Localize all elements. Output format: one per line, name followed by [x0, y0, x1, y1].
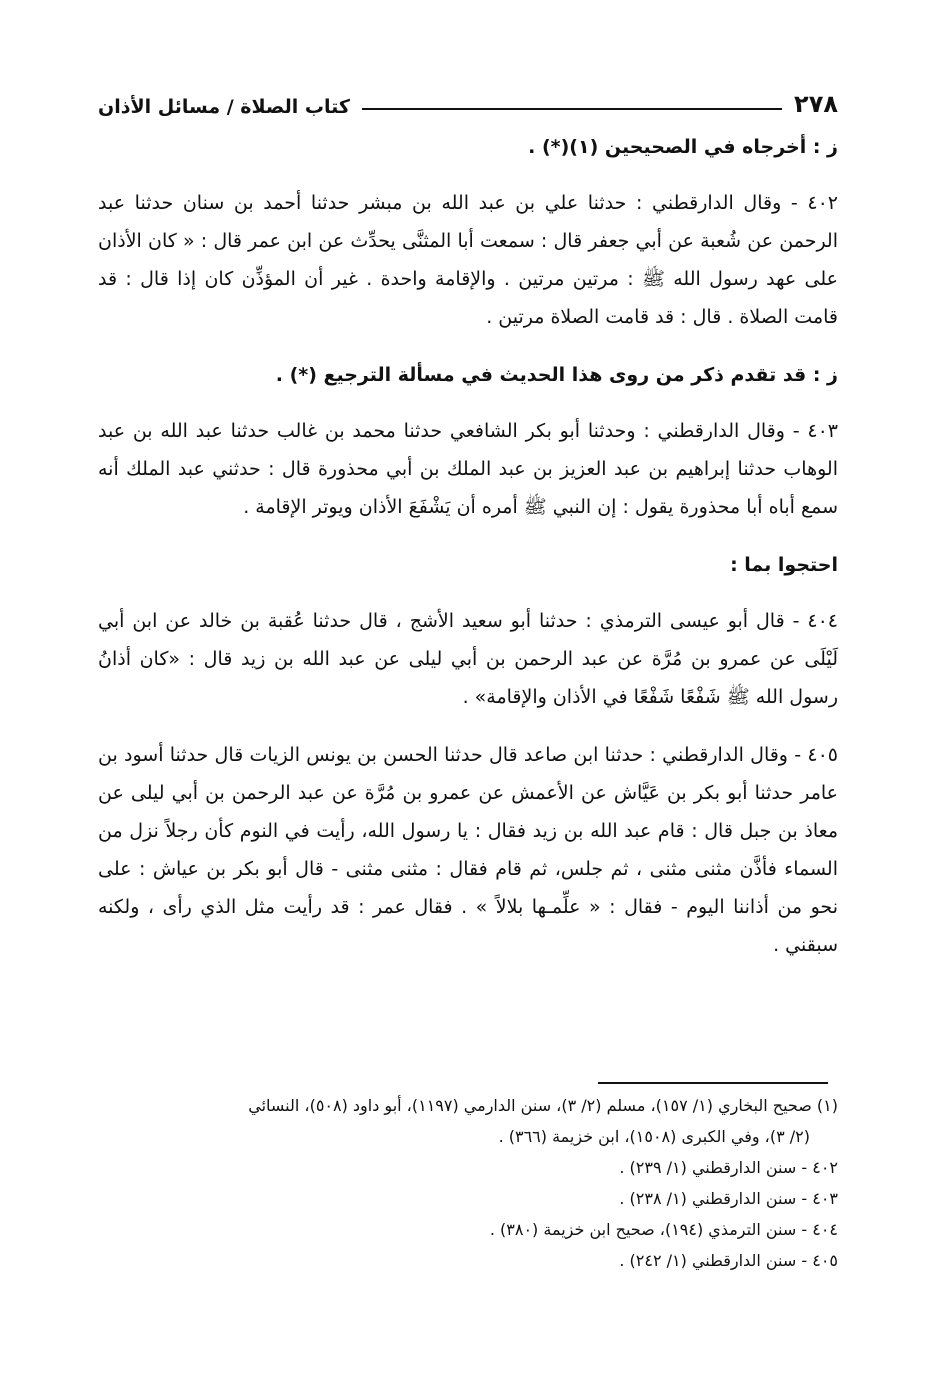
footnote-404: ٤٠٤ - سنن الترمذي (١٩٤)، صحيح ابن خزيمة (٣٨٠) .	[489, 1220, 838, 1239]
paragraph-p3: ز : قد تقدم ذكر من روى هذا الحديث في مسألة الترجيع (*) .	[275, 364, 838, 386]
paragraph-p5: احتجوا بما :	[730, 554, 838, 576]
footnote-1-continued: (٢/ ٣)، وفي الكبرى (١٥٠٨)، ابن خزيمة (٣٦٦) .	[498, 1127, 810, 1146]
page-number: ٢٧٨	[794, 90, 838, 118]
page-header	[98, 78, 838, 118]
running-title: كتاب الصلاة / مسائل الأذان	[98, 96, 350, 118]
paragraph-404: ٤٠٤ - قال أبو عيسى الترمذي : حدثنا أبو سعيد الأشج ، قال حدثنا عُقبة بن خالد عن ابن أبي لَيْلَى عن عمرو بن مُرَّة عن عبد الرحمن بن أبي ليلى عن عبد الله بن زيد قال : «كان أذانُ رسول الله ﷺ شَفْعًا شَفْعًا في الأذان والإقامة» .	[98, 610, 838, 708]
header-rule	[362, 108, 782, 110]
footnote-separator	[598, 1082, 828, 1084]
footnote-402: ٤٠٢ - سنن الدارقطني (١/ ٢٣٩) .	[619, 1158, 838, 1177]
main-text	[98, 128, 838, 984]
paragraph-402: ٤٠٢ - وقال الدارقطني : حدثنا علي بن عبد الله بن مبشر حدثنا أحمد بن سنان حدثنا عبد الرحمن عن شُعبة عن أبي جعفر قال : سمعت أبا المثنَّى يحدِّث عن ابن عمر قال : « كان الأذان على عهد رسول الله ﷺ : مرتين مرتين . والإقامة واحدة . غير أن المؤذِّن كان إذا قال : قد قامت الصلاة . قال : قد قامت الصلاة مرتين .	[98, 192, 838, 328]
paragraph-p1: ز : أخرجاه في الصحيحين (١)(*) .	[528, 136, 838, 158]
footnote-403: ٤٠٣ - سنن الدارقطني (١/ ٢٣٨) .	[619, 1189, 838, 1208]
footnote-1: (١) صحيح البخاري (١/ ١٥٧)، مسلم (٢/ ٣)، سنن الدارمي (١١٩٧)، أبو داود (٥٠٨)، النسائي	[248, 1096, 838, 1115]
footnotes	[98, 1090, 838, 1276]
paragraph-403: ٤٠٣ - وقال الدارقطني : وحدثنا أبو بكر الشافعي حدثنا محمد بن غالب حدثنا عبد الله بن عبد الوهاب حدثنا إبراهيم بن عبد العزيز بن عبد الملك بن أبي محذورة قال : حدثني عبد الملك أنه سمع أباه أبا محذورة يقول : إن النبي ﷺ أمره أن يَشْفَعَ الأذان ويوتر الإقامة .	[98, 420, 838, 518]
footnote-405: ٤٠٥ - سنن الدارقطني (١/ ٢٤٢) .	[619, 1251, 838, 1270]
paragraph-405: ٤٠٥ - وقال الدارقطني : حدثنا ابن صاعد قال حدثنا الحسن بن يونس الزيات قال حدثنا أسود بن عامر حدثنا أبو بكر بن عَيَّاش عن الأعمش عن عمرو بن مُرَّة عن عبد الرحمن بن أبي ليلى عن معاذ بن جبل قال : قام عبد الله بن زيد فقال : يا رسول الله، رأيت في النوم كأن رجلاً نزل من السماء فأذَّن مثنى مثنى ، ثم جلس، ثم قام فقال : مثنى مثنى - قال أبو بكر بن عياش : على نحو من أذاننا اليوم - فقال : « علِّمـها بلالاً » . فقال عمر : قد رأيت مثل الذي رأى ، ولكنه سبقني .	[98, 744, 838, 956]
